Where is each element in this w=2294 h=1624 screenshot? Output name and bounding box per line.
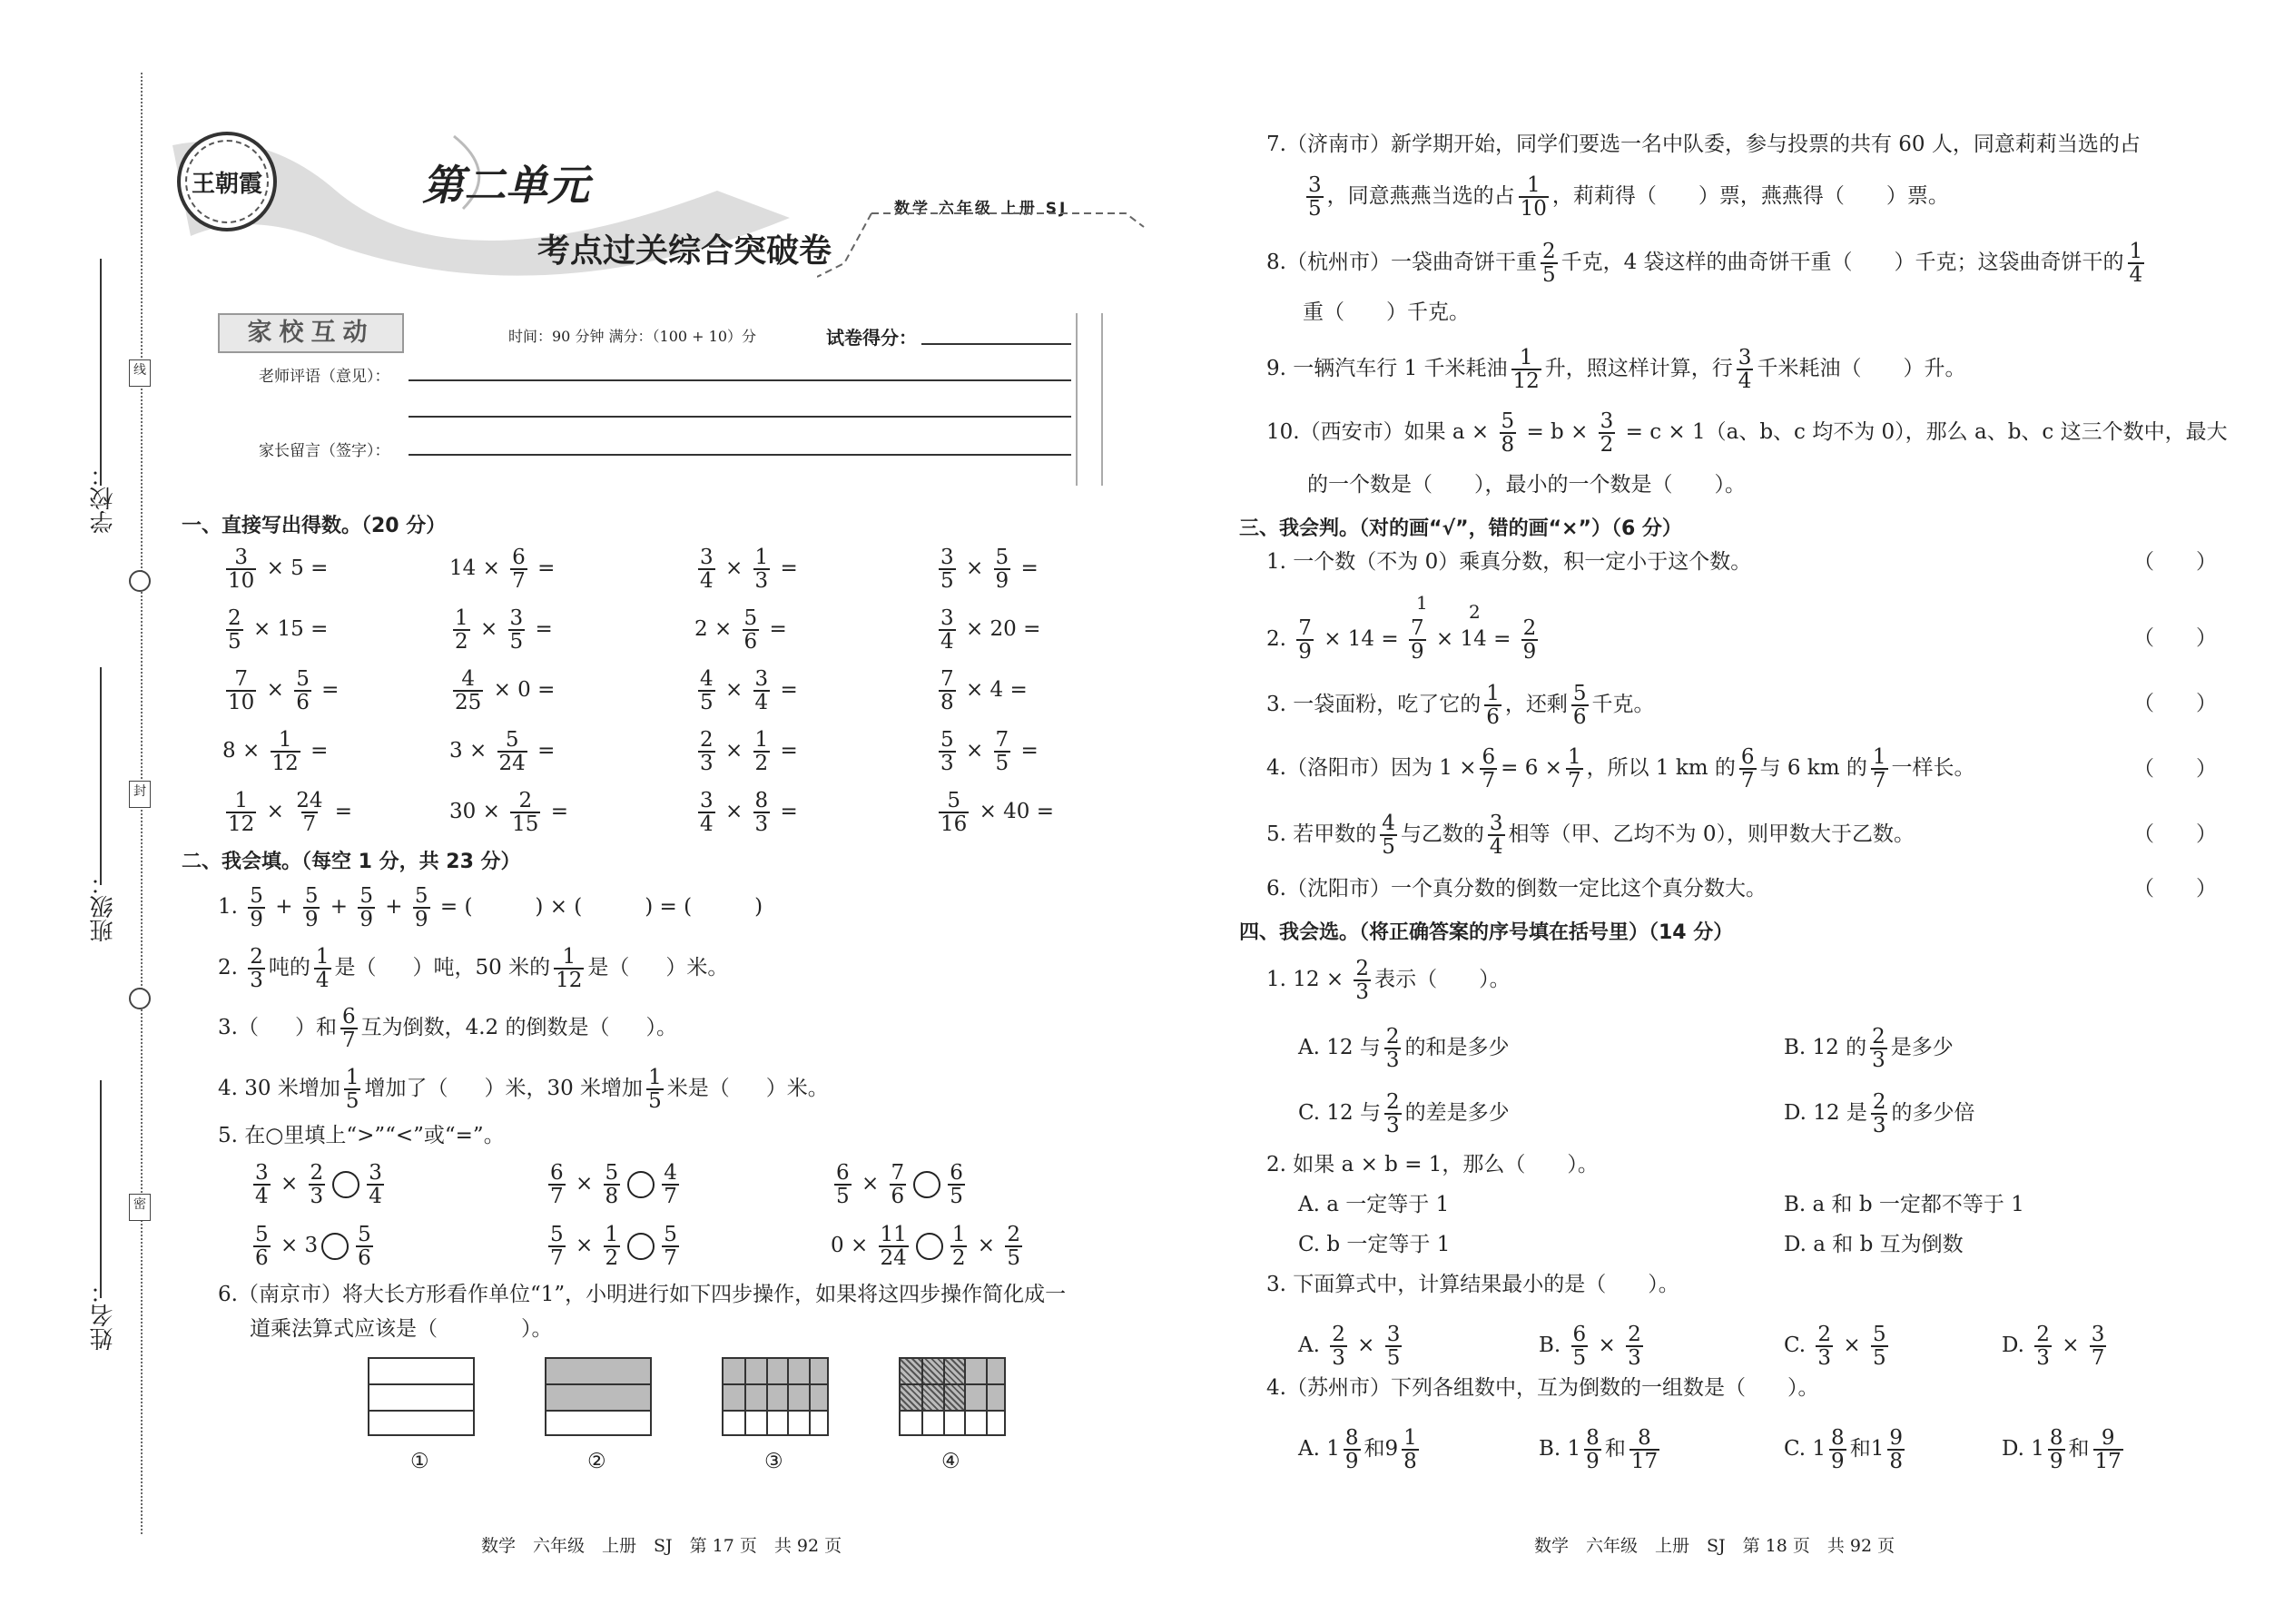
logo-badge xyxy=(177,132,277,231)
fill-question-2: 2. $\frac{2}{3}$ 吨的 $\frac{1}{4}$ 是（ ）吨，50 米的 $\frac{1}{12}$ 是（ ）米。 xyxy=(218,945,729,993)
score-label: 试卷得分： xyxy=(826,327,917,349)
punch-hole-icon xyxy=(129,988,151,1009)
footer-page-17: 数学 六年级 上册 SJ 第 17 页 共 92 页 xyxy=(481,1536,842,1556)
figure-label: ② xyxy=(587,1450,606,1473)
compare-circle[interactable] xyxy=(332,1171,359,1198)
figure-label: ③ xyxy=(764,1450,783,1473)
section-1-title: 一、直接写出得数。（20 分） xyxy=(182,515,447,537)
name-label: 姓名： xyxy=(90,1280,117,1351)
unit-title: 第二单元 xyxy=(422,161,589,210)
parent-message-label: 家长留言（签字）： xyxy=(259,442,390,460)
figure-label: ④ xyxy=(941,1450,960,1473)
seal-mark: 密 xyxy=(129,1194,151,1221)
compare-circle[interactable] xyxy=(916,1233,943,1260)
choice-3-d[interactable]: D. $\frac{2}{3}$ × $\frac{3}{7}$ xyxy=(2002,1323,2105,1371)
mental-math-grid: $\frac{3}{10}$ × 5 = 14 × $\frac{6}{7}$ = $\frac{3}{4}$ × $\frac{1}{3}$ = $\frac{3}{5}$ × $\frac{5}{9}$ = $\frac{2}{5}$ × 15 = $\frac{1}{2}$ × $\frac{3}{5}$ = 2 × $\frac{5}{6}$ = $\frac{3}{4}$ × 20 = $\frac{7}{10}$ × $\frac{5}{6}$ = $\frac{4}{25}$ × 0 = $\frac{4}{5}$ × $\frac{3}{4}$ = $\frac{7}{8}$ × 4 = 8 × $\frac{1}{12}$ = 3 × $\frac{5}{24}$ = $\frac{2}{3}$ × $\frac{1}{2}$ = $\frac{5}{3}$ × $\frac{7}{5}$ = $\frac{1}{12}$ × $\frac{24}{7}$ = 30 × $\frac{2}{15}$ = $\frac{3}{4}$ × $\frac{8}{3}$ = $\frac{5}{16}$ × 40 = xyxy=(222,546,1055,837)
choice-3-c[interactable]: C. $\frac{2}{3}$ × $\frac{5}{5}$ xyxy=(1784,1323,1886,1371)
choice-1-b[interactable]: B. 12 的 $\frac{2}{3}$ 是多少 xyxy=(1784,1025,1954,1073)
parent-message-line[interactable] xyxy=(409,454,1071,456)
cancel-note: 1 xyxy=(1416,592,1428,614)
judge-5-answer[interactable]: （ ） xyxy=(2133,822,2217,846)
choice-4: 4.（苏州市）下列各组数中，互为倒数的一组数是（ ）。 xyxy=(1266,1376,1819,1400)
section-3-title: 三、我会判。（对的画“√”，错的画“×”）（6 分） xyxy=(1239,517,1682,540)
decorative-bar xyxy=(1076,313,1103,486)
fill-question-4: 4. 30 米增加 $\frac{1}{5}$ 增加了（ ）米，30 米增加 $\frac{1}{5}$ 米是（ ）米。 xyxy=(218,1066,829,1114)
choice-2-b[interactable]: B. a 和 b 一定都不等于 1 xyxy=(1784,1193,2024,1216)
choice-1-d[interactable]: D. 12 是 $\frac{2}{3}$ 的多少倍 xyxy=(1784,1090,1975,1138)
judge-5: 5. 若甲数的 $\frac{4}{5}$ 与乙数的 $\frac{3}{4}$ 相等（甲、乙均不为 0），则甲数大于乙数。 xyxy=(1266,812,1915,860)
section-4-title: 四、我会选。（将正确答案的序号填在括号里）（14 分） xyxy=(1239,921,1734,944)
compare-circle[interactable] xyxy=(627,1171,655,1198)
judge-1: 1. 一个数（不为 0）乘真分数，积一定小于这个数。 xyxy=(1266,550,1752,574)
teacher-comment-line[interactable] xyxy=(409,416,1071,418)
judge-4-answer[interactable]: （ ） xyxy=(2133,757,2217,781)
teacher-comment-line[interactable] xyxy=(409,379,1071,381)
school-field[interactable] xyxy=(100,259,102,486)
paper-subtitle: 考点过关综合突破卷 xyxy=(537,232,832,270)
choice-3-a[interactable]: A. $\frac{2}{3}$ × $\frac{3}{5}$ xyxy=(1298,1323,1401,1371)
judge-6-answer[interactable]: （ ） xyxy=(2133,877,2217,901)
logo-text: 王朝霞 xyxy=(185,140,269,223)
judge-2-answer[interactable]: （ ） xyxy=(2133,626,2217,650)
rectangle-figure-3 xyxy=(722,1357,829,1436)
choice-3: 3. 下面算式中，计算结果最小的是（ ）。 xyxy=(1266,1273,1679,1296)
choice-1-c[interactable]: C. 12 与 $\frac{2}{3}$ 的差是多少 xyxy=(1298,1090,1510,1138)
rectangle-figure-4 xyxy=(899,1357,1006,1436)
choice-4-d[interactable]: D. 1 $\frac{8}{9}$ 和 $\frac{9}{17}$ xyxy=(2002,1426,2122,1474)
class-label: 班级： xyxy=(90,871,117,942)
judge-3: 3. 一袋面粉，吃了它的 $\frac{1}{6}$ ，还剩 $\frac{5}{6}$ 千克。 xyxy=(1266,682,1655,730)
q9: 9. 一辆汽车行 1 千米耗油 $\frac{1}{12}$ 升，照这样计算，行 $\frac{3}{4}$ 千米耗油（ ）升。 xyxy=(1266,346,1966,394)
q7-line2: $\frac{3}{5}$ ，同意燕燕当选的占 $\frac{1}{10}$ ，莉莉得（ ）票，燕燕得（ ）票。 xyxy=(1308,173,1949,221)
seal-mark: 封 xyxy=(129,781,151,808)
score-field[interactable] xyxy=(921,343,1071,345)
seal-mark: 线 xyxy=(129,359,151,387)
fill-question-3: 3.（ ）和 $\frac{6}{7}$ 互为倒数，4.2 的倒数是（ ）。 xyxy=(218,1005,677,1053)
cancel-note: 2 xyxy=(1469,601,1481,623)
rectangle-figure-1 xyxy=(368,1357,475,1436)
figure-label: ① xyxy=(410,1450,429,1473)
footer-page-18: 数学 六年级 上册 SJ 第 18 页 共 92 页 xyxy=(1534,1536,1895,1556)
school-label: 学校： xyxy=(90,463,117,534)
grade-tag: 数学 六年级 上册 SJ xyxy=(894,200,1068,218)
name-field[interactable] xyxy=(100,1080,102,1298)
choice-4-a[interactable]: A. 1 $\frac{8}{9}$ 和9 $\frac{1}{8}$ xyxy=(1298,1426,1417,1474)
compare-circle[interactable] xyxy=(321,1233,349,1260)
choice-3-b[interactable]: B. $\frac{6}{5}$ × $\frac{2}{3}$ xyxy=(1539,1323,1641,1371)
home-school-badge: 家校互动 xyxy=(218,313,404,353)
judge-2: 2. $\frac{7}{9}$ × 14 = $\frac{7}{9}$ × 14 = $\frac{2}{9}$ xyxy=(1266,616,1537,664)
compare-circle[interactable] xyxy=(627,1233,655,1260)
choice-2-d[interactable]: D. a 和 b 互为倒数 xyxy=(1784,1233,1964,1256)
judge-3-answer[interactable]: （ ） xyxy=(2133,692,2217,715)
rectangle-figure-2 xyxy=(545,1357,652,1436)
fill-question-1: 1. $\frac{5}{9}$ + $\frac{5}{9}$ + $\frac{5}{9}$ + $\frac{5}{9}$ = ( ) × ( ) = ( ) xyxy=(218,884,763,932)
choice-2-c[interactable]: C. b 一定等于 1 xyxy=(1298,1233,1451,1256)
fill-question-6-line1: 6.（南京市）将大长方形看作单位“1”，小明进行如下四步操作，如果将这四步操作简化成一 xyxy=(218,1283,1067,1306)
choice-4-b[interactable]: B. 1 $\frac{8}{9}$ 和 $\frac{8}{17}$ xyxy=(1539,1426,1659,1474)
fill-question-5: 5. 在○里填上“>”“<”或“=”。 xyxy=(218,1124,505,1147)
fill-question-6-line2: 道乘法算式应该是（ ）。 xyxy=(250,1317,553,1341)
section-2-title: 二、我会填。（每空 1 分，共 23 分） xyxy=(182,851,521,873)
choice-1: 1. 12 × $\frac{2}{3}$ 表示（ ）。 xyxy=(1266,957,1511,1005)
compare-circle[interactable] xyxy=(913,1171,940,1198)
class-field[interactable] xyxy=(100,667,102,885)
compare-grid: $\frac{3}{4}$ × $\frac{2}{3}$ $\frac{3}{4}$ $\frac{6}{7}$ × $\frac{5}{8}$ $\frac{4}{7}$ $\frac{6}{5}$ × $\frac{7}{6}$ $\frac{6}{5}$ $\frac{5}{6}$ × 3 $\frac{5}{6}$ $\frac{5}{7}$ × $\frac{1}{2}$ $\frac{5}{7}$ 0 × $\frac{11}{24}$ $\frac{1}{2}$ × $\frac{2}{5}$ xyxy=(255,1161,1020,1271)
judge-4: 4.（洛阳市）因为 1 × $\frac{6}{7}$ = 6 × $\frac{1}{7}$ ，所以 1 km 的 $\frac{6}{7}$ 与 6 km 的 $\frac{1}{7}$ 一样长。 xyxy=(1266,745,1975,793)
q10-line1: 10.（西安市）如果 a × $\frac{5}{8}$ = b × $\frac{3}{2}$ = c × 1（a、b、c 均不为 0），那么 a、b、c 这三个数中，最大 xyxy=(1266,409,2228,458)
choice-1-a[interactable]: A. 12 与 $\frac{2}{3}$ 的和是多少 xyxy=(1298,1025,1510,1073)
q7-line1: 7.（济南市）新学期开始，同学们要选一名中队委，参与投票的共有 60 人，同意莉莉当选的占 xyxy=(1266,133,2141,156)
choice-2-a[interactable]: A. a 一定等于 1 xyxy=(1298,1193,1450,1216)
teacher-comment-label: 老师评语（意见）： xyxy=(259,368,390,386)
q8-line2: 重（ ）千克。 xyxy=(1303,300,1470,324)
punch-hole-icon xyxy=(129,570,151,592)
judge-6: 6.（沈阳市）一个真分数的倒数一定比这个真分数大。 xyxy=(1266,877,1767,901)
choice-4-c[interactable]: C. 1 $\frac{8}{9}$ 和1 $\frac{9}{8}$ xyxy=(1784,1426,1903,1474)
judge-1-answer[interactable]: （ ） xyxy=(2133,550,2217,574)
header-dashed-line xyxy=(817,209,1180,281)
choice-2: 2. 如果 a × b = 1，那么（ ）。 xyxy=(1266,1153,1599,1176)
q10-line2: 的一个数是（ ），最小的一个数是（ ）。 xyxy=(1307,473,1746,497)
q8-line1: 8.（杭州市）一袋曲奇饼干重 $\frac{2}{5}$ 千克，4 袋这样的曲奇饼干重（ ）千克；这袋曲奇饼干的 $\frac{1}{4}$ xyxy=(1266,240,2143,288)
time-score-info: 时间：90 分钟 满分：（100 + 10）分 xyxy=(508,328,757,345)
